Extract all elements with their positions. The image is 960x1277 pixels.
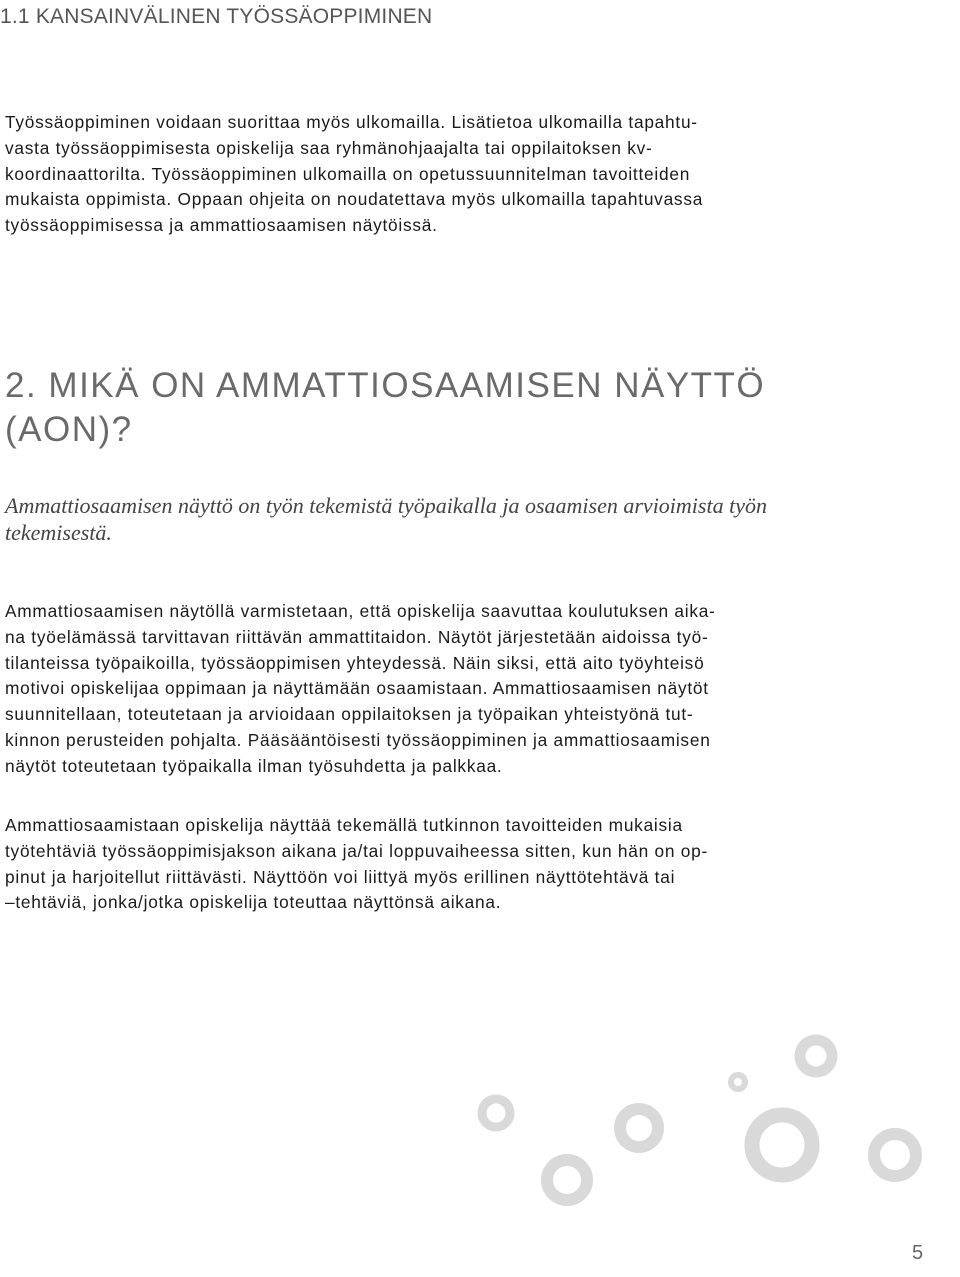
body-line: motivoi opiskelijaa oppimaan ja näyttämään osaamistaan. Ammattiosaamisen näytöt	[5, 678, 709, 699]
page-number: 5	[912, 1242, 924, 1264]
body-line: suunnitellaan, toteutetaan ja arvioidaan oppilaitoksen ja työpaikan yhteistyönä tut-	[5, 704, 694, 725]
intro-line: mukaista oppimista. Oppaan ohjeita on noudatettava myös ulkomailla tapahtuvassa	[5, 189, 704, 210]
decorative-circle	[731, 1075, 745, 1089]
decorative-circle	[752, 1115, 812, 1175]
intro-line: koordinaattorilta. Työssäoppiminen ulkomailla on opetussuunnitelman tavoitteiden	[5, 163, 691, 184]
body-line: tilanteissa työpaikoilla, työssäoppimisen yhteydessä. Näin siksi, että aito työyhteisö	[5, 652, 705, 673]
body-line: työtehtäviä työssäoppimisjakson aikana ja/tai loppuvaiheessa sitten, kun hän on op-	[5, 840, 709, 861]
decorative-circle	[800, 1040, 832, 1072]
intro-line: Työssäoppiminen voidaan suorittaa myös ulkomailla. Lisätietoa ulkomailla tapahtu-	[5, 112, 698, 132]
body-line: –tehtäviä, jonka/jotka opiskelija toteuttaa näyttönsä aikana.	[5, 892, 502, 913]
body-line: kinnon perusteiden pohjalta. Pääsääntöisesti työssäoppiminen ja ammattiosaamisen	[5, 729, 711, 750]
chapter-title-line: (AON)?	[5, 410, 133, 449]
body-line: näytöt toteutetaan työpaikalla ilman työsuhdetta ja palkkaa.	[5, 755, 503, 776]
body-line: pinut ja harjoitellut riittävästi. Näyttöön voi liittyä myös erillinen näyttötehtävä tai	[5, 866, 676, 887]
lead-paragraph	[5, 492, 767, 546]
intro-paragraph	[5, 110, 703, 239]
chapter-title	[5, 364, 765, 452]
intro-line: vasta työssäoppimisesta opiskelija saa ryhmänohjaajalta tai oppilaitoksen kv-	[5, 137, 653, 158]
intro-line: työssäoppimisessa ja ammattiosaamisen näytöissä.	[5, 215, 438, 236]
decorative-circle	[620, 1109, 658, 1147]
body-line: na työelämässä tarvittavan riittävän ammattitaidon. Näytöt järjestetään aidoissa työ-	[5, 626, 709, 647]
section-header: 1.1 KANSAINVÄLINEN TYÖSSÄOPPIMINEN	[0, 5, 433, 28]
decorative-circle	[874, 1134, 916, 1176]
body-line: Ammattiosaamisen näytöllä varmistetaan, että opiskelija saavuttaa koulutuksen aika-	[5, 601, 716, 621]
chapter-title-line: 2. MIKÄ ON AMMATTIOSAAMISEN NÄYTTÖ	[5, 366, 766, 405]
decorative-circle	[482, 1099, 510, 1127]
lead-line: Ammattiosaamisen näyttö on työn tekemistä työpaikalla ja osaamisen arvioimista työn	[5, 493, 767, 518]
decorative-circle	[547, 1160, 587, 1200]
decorative-circles	[470, 1010, 960, 1277]
lead-line: tekemisestä.	[5, 520, 112, 545]
body-paragraph-2	[5, 813, 708, 916]
body-paragraph-1	[5, 599, 716, 780]
body-line: Ammattiosaamistaan opiskelija näyttää tekemällä tutkinnon tavoitteiden mukaisia	[5, 815, 683, 835]
